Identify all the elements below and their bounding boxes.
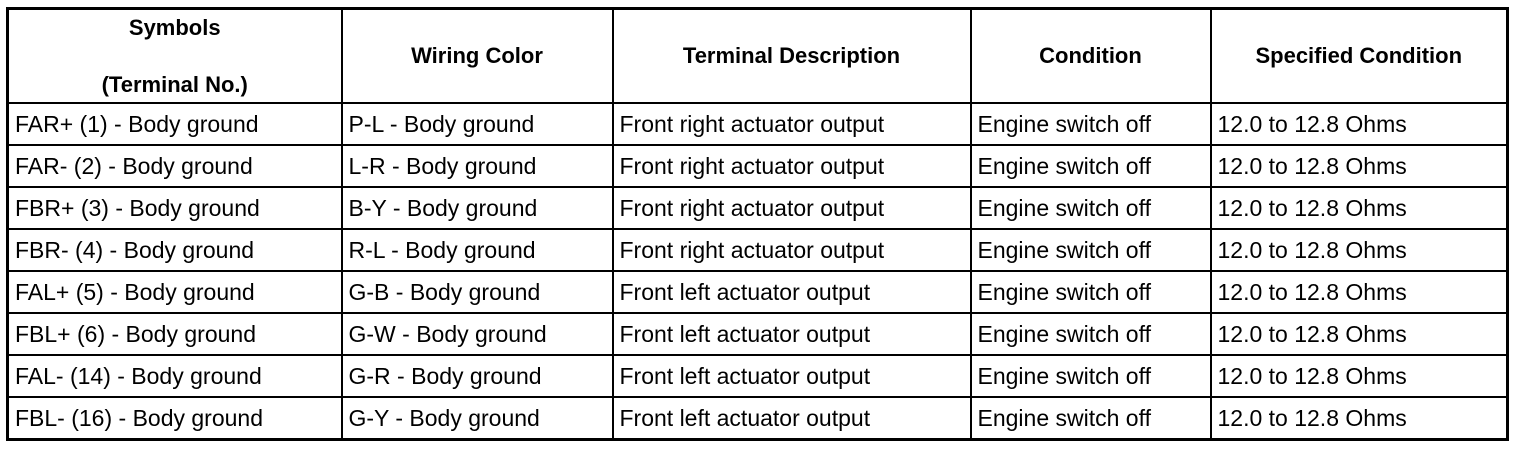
cell-terminal-description: Front right actuator output <box>613 145 971 187</box>
cell-symbols: FBL+ (6) - Body ground <box>8 313 342 355</box>
cell-symbols: FAR+ (1) - Body ground <box>8 103 342 145</box>
table-row <box>8 313 1508 355</box>
terminal-specification-table <box>6 7 1509 441</box>
header-terminal-description: Terminal Description <box>613 9 971 104</box>
cell-terminal-description: Front left actuator output <box>613 313 971 355</box>
table-header-row <box>8 9 1508 104</box>
table-row <box>8 145 1508 187</box>
cell-specified-condition: 12.0 to 12.8 Ohms <box>1211 229 1508 271</box>
cell-specified-condition: 12.0 to 12.8 Ohms <box>1211 145 1508 187</box>
table-row <box>8 271 1508 313</box>
cell-condition: Engine switch off <box>971 313 1211 355</box>
cell-wiring-color: G-B - Body ground <box>342 271 613 313</box>
cell-wiring-color: G-R - Body ground <box>342 355 613 397</box>
cell-condition: Engine switch off <box>971 397 1211 440</box>
cell-condition: Engine switch off <box>971 229 1211 271</box>
cell-condition: Engine switch off <box>971 103 1211 145</box>
cell-terminal-description: Front left actuator output <box>613 271 971 313</box>
cell-terminal-description: Front left actuator output <box>613 397 971 440</box>
cell-wiring-color: R-L - Body ground <box>342 229 613 271</box>
table-row <box>8 103 1508 145</box>
cell-condition: Engine switch off <box>971 145 1211 187</box>
terminal-table-container <box>6 7 1506 441</box>
cell-wiring-color: G-W - Body ground <box>342 313 613 355</box>
header-specified-condition: Specified Condition <box>1211 9 1508 104</box>
cell-symbols: FBR+ (3) - Body ground <box>8 187 342 229</box>
cell-wiring-color: B-Y - Body ground <box>342 187 613 229</box>
cell-specified-condition: 12.0 to 12.8 Ohms <box>1211 271 1508 313</box>
cell-wiring-color: L-R - Body ground <box>342 145 613 187</box>
table-row <box>8 397 1508 440</box>
header-symbols <box>8 9 342 104</box>
cell-specified-condition: 12.0 to 12.8 Ohms <box>1211 187 1508 229</box>
cell-terminal-description: Front right actuator output <box>613 103 971 145</box>
table-row <box>8 355 1508 397</box>
header-symbols-line1: Symbols <box>128 14 221 40</box>
cell-condition: Engine switch off <box>971 187 1211 229</box>
header-wiring-color: Wiring Color <box>342 9 613 104</box>
header-symbols-line2: (Terminal No.) <box>101 71 248 97</box>
cell-symbols: FAR- (2) - Body ground <box>8 145 342 187</box>
cell-wiring-color: G-Y - Body ground <box>342 397 613 440</box>
header-condition: Condition <box>971 9 1211 104</box>
cell-specified-condition: 12.0 to 12.8 Ohms <box>1211 103 1508 145</box>
cell-specified-condition: 12.0 to 12.8 Ohms <box>1211 397 1508 440</box>
cell-terminal-description: Front left actuator output <box>613 355 971 397</box>
table-row <box>8 229 1508 271</box>
cell-specified-condition: 12.0 to 12.8 Ohms <box>1211 313 1508 355</box>
cell-symbols: FAL- (14) - Body ground <box>8 355 342 397</box>
cell-specified-condition: 12.0 to 12.8 Ohms <box>1211 355 1508 397</box>
cell-symbols: FBL- (16) - Body ground <box>8 397 342 440</box>
cell-symbols: FBR- (4) - Body ground <box>8 229 342 271</box>
cell-condition: Engine switch off <box>971 271 1211 313</box>
cell-condition: Engine switch off <box>971 355 1211 397</box>
table-row <box>8 187 1508 229</box>
cell-terminal-description: Front right actuator output <box>613 229 971 271</box>
cell-wiring-color: P-L - Body ground <box>342 103 613 145</box>
cell-terminal-description: Front right actuator output <box>613 187 971 229</box>
cell-symbols: FAL+ (5) - Body ground <box>8 271 342 313</box>
